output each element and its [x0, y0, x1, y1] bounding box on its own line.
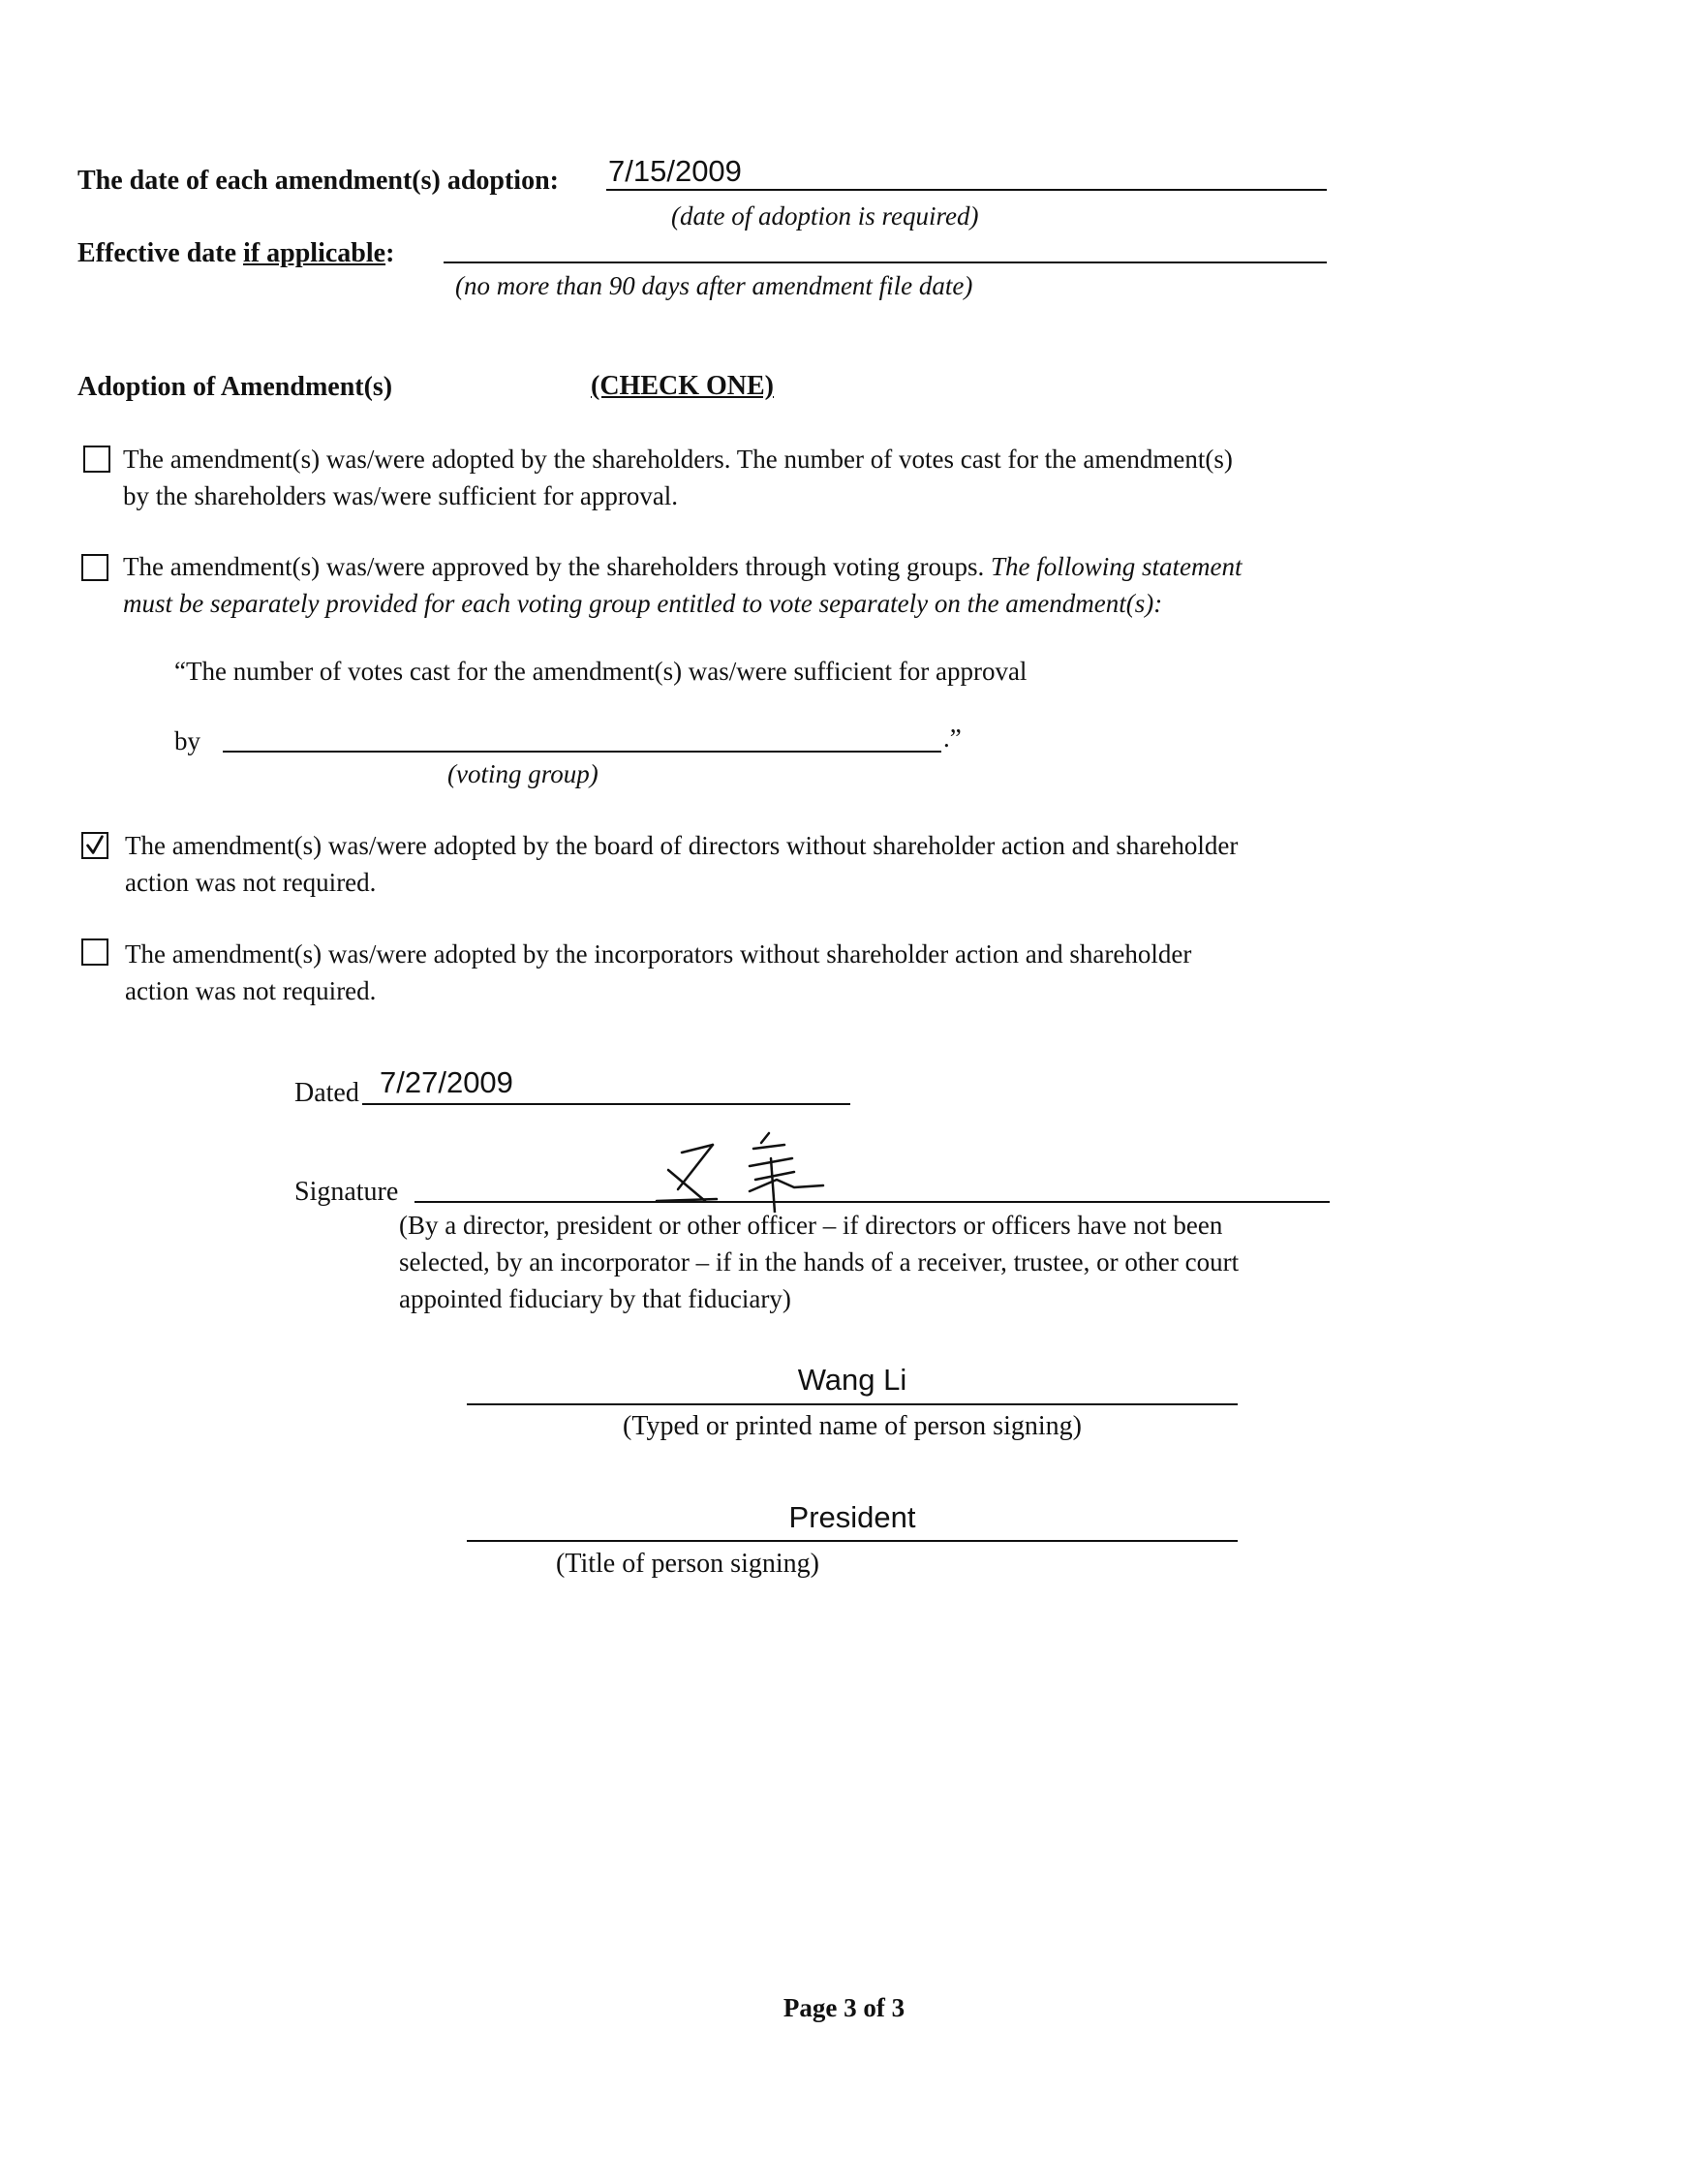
- board-of-directors-checkbox[interactable]: [81, 832, 108, 859]
- adoption-heading: Adoption of Amendment(s): [77, 372, 393, 402]
- dated-value: 7/27/2009: [380, 1065, 513, 1099]
- signature-note: (By a director, president or other officer – if directors or officers have not been selected, by an incorporator – if in the hands of a receiver, trustee, or other court appointed fiduciary by that fiduciary): [399, 1211, 1240, 1313]
- option-incorporators-text: The amendment(s) was/were adopted by the incorporators without shareholder action and shareholder action was not required.: [125, 939, 1192, 1005]
- checkmark-icon: [83, 833, 107, 858]
- check-one-label: (CHECK ONE): [591, 371, 774, 401]
- shareholders-checkbox[interactable]: [83, 446, 110, 473]
- option-board-text: The amendment(s) was/were adopted by the board of directors without shareholder action and shareholder action was not required.: [125, 831, 1239, 897]
- voting-statement-quote: “The number of votes cast for the amendment(s) was/were sufficient for approval: [174, 657, 1028, 686]
- dated-line: [362, 1103, 850, 1105]
- adoption-date-note: (date of adoption is required): [671, 201, 979, 231]
- option-shareholders-text: The amendment(s) was/were adopted by the shareholders. The number of votes cast for the amendment(s) by the shareholders was/were sufficient for approval.: [123, 445, 1233, 510]
- typed-name-note: (Typed or printed name of person signing): [623, 1411, 1082, 1441]
- adoption-date-value: 7/15/2009: [608, 154, 742, 188]
- typed-name-line: [467, 1403, 1238, 1405]
- voting-group-note: (voting group): [447, 759, 598, 788]
- page-number: Page 3 of 3: [783, 1993, 905, 2022]
- handwritten-signature: [649, 1131, 843, 1213]
- voting-by-label: by: [174, 726, 200, 755]
- effective-date-note: (no more than 90 days after amendment file date): [455, 271, 973, 300]
- signature-line: [414, 1201, 1330, 1203]
- voting-groups-checkbox[interactable]: [81, 554, 108, 581]
- signature-label: Signature: [294, 1177, 399, 1207]
- typed-name-value: Wang Li: [797, 1363, 907, 1397]
- title-note: (Title of person signing): [556, 1549, 819, 1579]
- adoption-date-line: [606, 189, 1327, 191]
- adoption-date-label: The date of each amendment(s) adoption:: [77, 166, 559, 196]
- effective-date-line: [444, 261, 1327, 263]
- effective-date-label: Effective date if applicable:: [77, 238, 395, 268]
- title-value: President: [788, 1500, 916, 1534]
- option-voting-groups-text: The amendment(s) was/were approved by the shareholders through voting groups. The following statement must be separately provided for each voting group entitled to vote separately on the amendment(s):: [123, 552, 1243, 618]
- voting-quote-end: .”: [943, 723, 962, 753]
- incorporators-checkbox[interactable]: [81, 938, 108, 966]
- dated-label: Dated: [294, 1078, 359, 1108]
- title-line: [467, 1540, 1238, 1542]
- voting-group-line: [223, 751, 941, 753]
